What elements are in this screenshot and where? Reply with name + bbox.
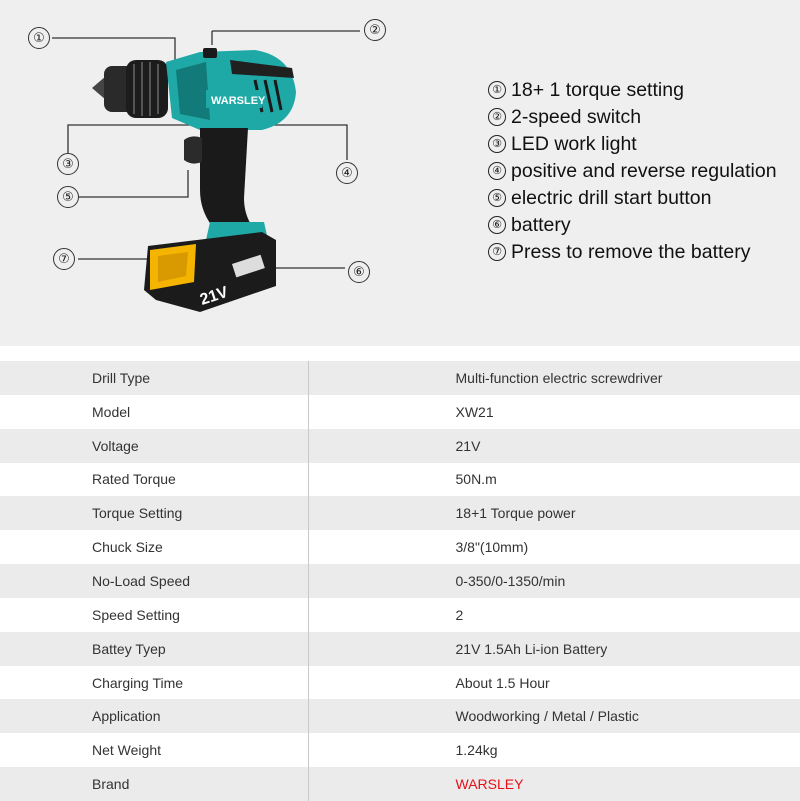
spec-label: Battey Tyep (0, 632, 308, 666)
spec-row (0, 666, 800, 700)
spec-value: 18+1 Torque power (308, 496, 800, 530)
feature-item (488, 238, 777, 265)
drill-body (166, 48, 296, 130)
spec-label: Brand (0, 767, 308, 801)
spec-row (0, 496, 800, 530)
speed-switch (203, 48, 217, 58)
feature-item (488, 157, 777, 184)
spec-label: Rated Torque (0, 463, 308, 497)
feature-number: ⑤ (488, 189, 506, 207)
feature-text: 2-speed switch (511, 105, 642, 128)
spec-value: 21V 1.5Ah Li-ion Battery (308, 632, 800, 666)
callout-6: ⑥ (348, 261, 370, 283)
feature-number: ② (488, 108, 506, 126)
spec-label: Chuck Size (0, 530, 308, 564)
feature-text: battery (511, 213, 571, 236)
battery-pack (144, 232, 276, 312)
feature-item (488, 184, 777, 211)
spec-row (0, 530, 800, 564)
spec-row (0, 564, 800, 598)
spec-row (0, 395, 800, 429)
feature-number: ⑦ (488, 243, 506, 261)
feature-number: ① (488, 81, 506, 99)
spec-value: About 1.5 Hour (308, 666, 800, 700)
feature-text: LED work light (511, 132, 637, 155)
spec-row (0, 699, 800, 733)
feature-number: ③ (488, 135, 506, 153)
feature-number: ④ (488, 162, 506, 180)
spec-label: Torque Setting (0, 496, 308, 530)
spec-row (0, 767, 800, 801)
feature-item (488, 76, 777, 103)
spec-label: No-Load Speed (0, 564, 308, 598)
feature-text: Press to remove the battery (511, 240, 751, 263)
drill-chuck (92, 60, 168, 118)
spec-value: 1.24kg (308, 733, 800, 767)
feature-item (488, 130, 777, 157)
callout-3: ③ (57, 153, 79, 175)
callout-4: ④ (336, 162, 358, 184)
spec-row (0, 598, 800, 632)
spec-label: Charging Time (0, 666, 308, 700)
drill-handle (184, 128, 268, 240)
spec-value: 0-350/0-1350/min (308, 564, 800, 598)
spec-row (0, 429, 800, 463)
spec-row (0, 632, 800, 666)
spec-value: Multi-function electric screwdriver (308, 361, 800, 395)
feature-item (488, 103, 777, 130)
drill-brand-label: WARSLEY (211, 95, 266, 107)
spec-label: Model (0, 395, 308, 429)
spec-value: 3/8"(10mm) (308, 530, 800, 564)
callout-7: ⑦ (53, 248, 75, 270)
spec-row (0, 463, 800, 497)
feature-text: electric drill start button (511, 186, 712, 209)
spec-value: 21V (308, 429, 800, 463)
feature-list (488, 76, 777, 265)
feature-text: 18+ 1 torque setting (511, 78, 684, 101)
battery-voltage-label: 21V (197, 283, 231, 309)
spec-label: Drill Type (0, 361, 308, 395)
spec-value: Woodworking / Metal / Plastic (308, 699, 800, 733)
spec-value: XW21 (308, 395, 800, 429)
feature-number: ⑥ (488, 216, 506, 234)
spec-row (0, 733, 800, 767)
spec-label: Speed Setting (0, 598, 308, 632)
callout-5: ⑤ (57, 186, 79, 208)
feature-item (488, 211, 777, 238)
trigger (184, 136, 202, 163)
spec-value: 2 (308, 598, 800, 632)
callout-1: ① (28, 27, 50, 49)
feature-text: positive and reverse regulation (511, 159, 777, 182)
product-image-panel (0, 0, 800, 346)
spec-label: Voltage (0, 429, 308, 463)
spec-table (0, 361, 800, 801)
spec-label: Application (0, 699, 308, 733)
spec-value: 50N.m (308, 463, 800, 497)
callout-2: ② (364, 19, 386, 41)
brand-value: WARSLEY (308, 767, 800, 801)
spec-label: Net Weight (0, 733, 308, 767)
spec-row (0, 361, 800, 395)
